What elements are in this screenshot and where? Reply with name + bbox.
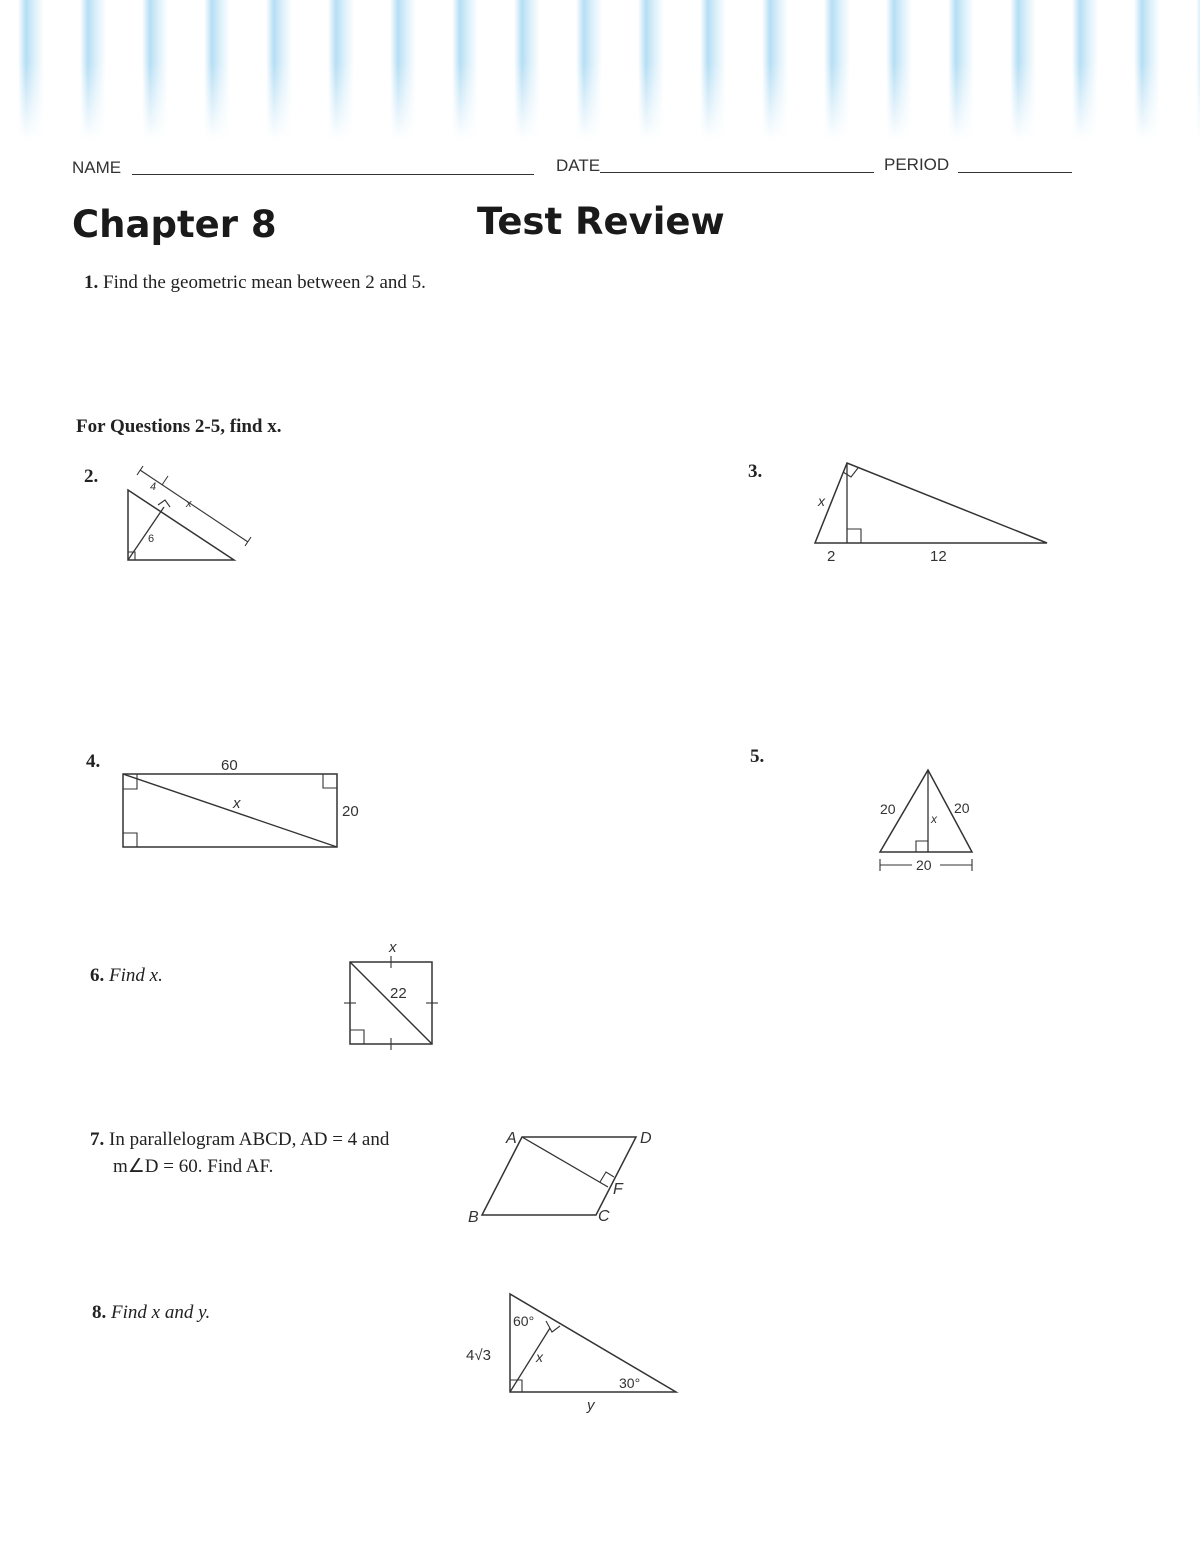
question-text: Find x. — [109, 965, 163, 986]
q6-label-22: 22 — [390, 985, 407, 1002]
q6-label-x: x — [389, 939, 397, 956]
question-5-figure — [870, 766, 985, 876]
q2-label-4: 4 — [150, 481, 157, 493]
q7-label-C: C — [598, 1208, 610, 1225]
question-6-figure — [335, 932, 450, 1052]
date-field[interactable] — [600, 172, 874, 173]
q5-label-x: x — [931, 812, 937, 826]
question-8-figure — [462, 1288, 682, 1418]
q8-label-y: y — [587, 1397, 595, 1414]
question-6 — [90, 965, 163, 987]
question-2-number: 2. — [84, 466, 99, 487]
question-3-figure — [805, 455, 1055, 567]
name-field[interactable] — [132, 174, 534, 175]
question-number: 1. — [84, 272, 99, 293]
question-text-line-1: In parallelogram ABCD, AD = 4 and — [109, 1129, 390, 1150]
q2-label-x: x — [186, 498, 192, 510]
question-3-number: 3. — [748, 461, 763, 482]
q5-label-base-20: 20 — [916, 857, 932, 873]
q5-label-right-20: 20 — [954, 800, 970, 816]
q4-label-x: x — [233, 795, 241, 812]
period-label: PERIOD — [884, 155, 950, 174]
q5-label-left-20: 20 — [880, 801, 896, 817]
question-text: Find x and y. — [111, 1302, 211, 1323]
q8-label-x: x — [536, 1349, 543, 1365]
question-7 — [90, 1129, 389, 1151]
period-field[interactable] — [958, 172, 1072, 173]
question-4-number: 4. — [86, 751, 101, 772]
question-7-figure — [460, 1125, 660, 1229]
q8-label-60deg: 60° — [513, 1313, 535, 1329]
q7-label-B: B — [468, 1209, 479, 1226]
question-7-line-2: m∠D = 60. Find AF. — [113, 1156, 274, 1177]
q2-label-6: 6 — [148, 533, 155, 545]
question-text: Find the geometric mean between 2 and 5. — [103, 272, 426, 293]
q3-label-x: x — [818, 493, 825, 509]
question-8 — [92, 1302, 210, 1324]
q4-label-60: 60 — [221, 757, 238, 774]
q8-label-side: 4√3 — [466, 1347, 491, 1364]
decorative-header-stripes — [0, 0, 1200, 140]
review-title: Test Review — [477, 200, 725, 243]
chapter-title: Chapter 8 — [72, 203, 277, 246]
q7-label-A: A — [506, 1130, 517, 1147]
question-1 — [84, 272, 426, 294]
question-number: 6. — [90, 965, 105, 986]
name-label: NAME — [72, 158, 122, 177]
q3-label-12: 12 — [930, 548, 947, 565]
q7-label-F: F — [613, 1181, 623, 1198]
question-4-figure — [115, 752, 375, 856]
date-label: DATE — [556, 156, 601, 175]
question-5-number: 5. — [750, 746, 765, 767]
q3-label-2: 2 — [827, 548, 836, 565]
q4-label-20: 20 — [342, 803, 359, 820]
q7-label-D: D — [640, 1130, 652, 1147]
question-2-figure — [120, 462, 260, 570]
instruction-text: For Questions 2-5, find x. — [76, 416, 282, 437]
q8-label-30deg: 30° — [619, 1375, 641, 1391]
question-number: 7. — [90, 1129, 105, 1150]
question-number: 8. — [92, 1302, 107, 1323]
